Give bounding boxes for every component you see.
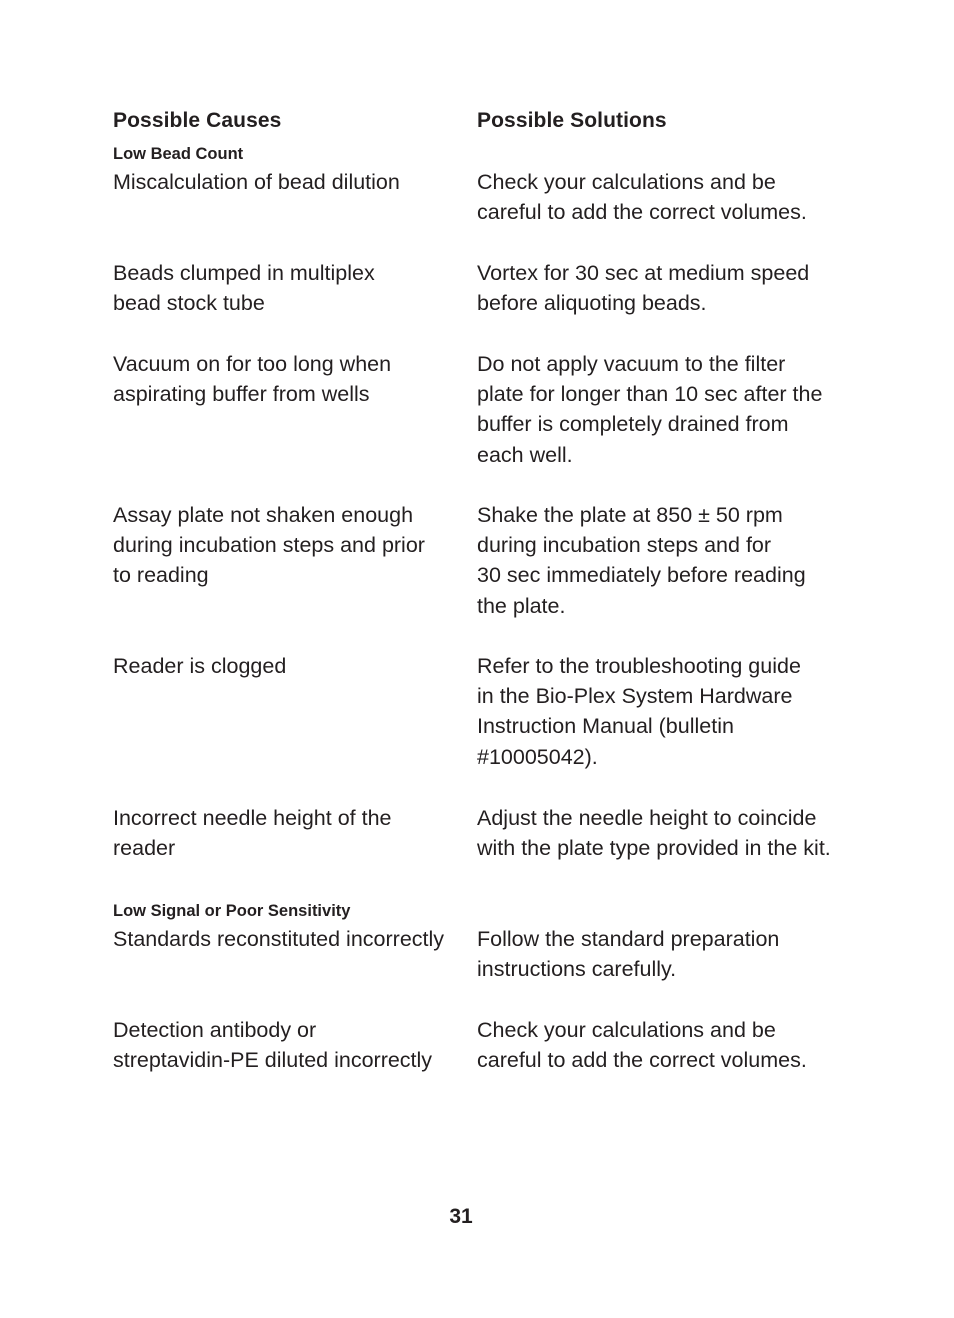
cause-text: Miscalculation of bead dilution [113, 170, 400, 194]
page-number: 31 [449, 1205, 473, 1228]
solution-text: Follow the standard preparation instructions carefully. [477, 927, 780, 982]
solution-text: Do not apply vacuum to the filter plate for longer than 10 sec after the buffer is completely drained from each well. [477, 352, 823, 467]
cause-text: Beads clumped in multiplex bead stock tube [113, 261, 375, 316]
cause-text: Detection antibody or streptavidin-PE diluted incorrectly [113, 1018, 433, 1073]
solution-text: Shake the plate at 850 ± 50 rpm during incubation steps and for 30 sec immediately before reading the plate. [477, 503, 806, 618]
header-possible-causes: Possible Causes [113, 109, 282, 132]
solution-text: Vortex for 30 sec at medium speed before aliquoting beads. [477, 261, 810, 316]
solution-text: Adjust the needle height to coincide with the plate type provided in the kit. [477, 806, 831, 861]
cause-text: Assay plate not shaken enough during incubation steps and prior to reading [113, 503, 425, 588]
solution-text: Refer to the troubleshooting guide in the Bio-Plex System Hardware Instruction Manual (bulletin #10005042). [477, 654, 801, 769]
cause-text: Incorrect needle height of the reader [113, 806, 392, 861]
solution-text: Check your calculations and be careful to add the correct volumes. [477, 1018, 807, 1073]
cause-text: Vacuum on for too long when aspirating buffer from wells [113, 352, 392, 407]
cause-text: Reader is clogged [113, 654, 287, 678]
section-title-low-bead-count: Low Bead Count [113, 145, 244, 163]
solution-text: Check your calculations and be careful to add the correct volumes. [477, 170, 807, 225]
header-possible-solutions: Possible Solutions [477, 109, 667, 132]
cause-text: Standards reconstituted incorrectly [113, 927, 445, 951]
section-title-low-signal: Low Signal or Poor Sensitivity [113, 902, 351, 920]
